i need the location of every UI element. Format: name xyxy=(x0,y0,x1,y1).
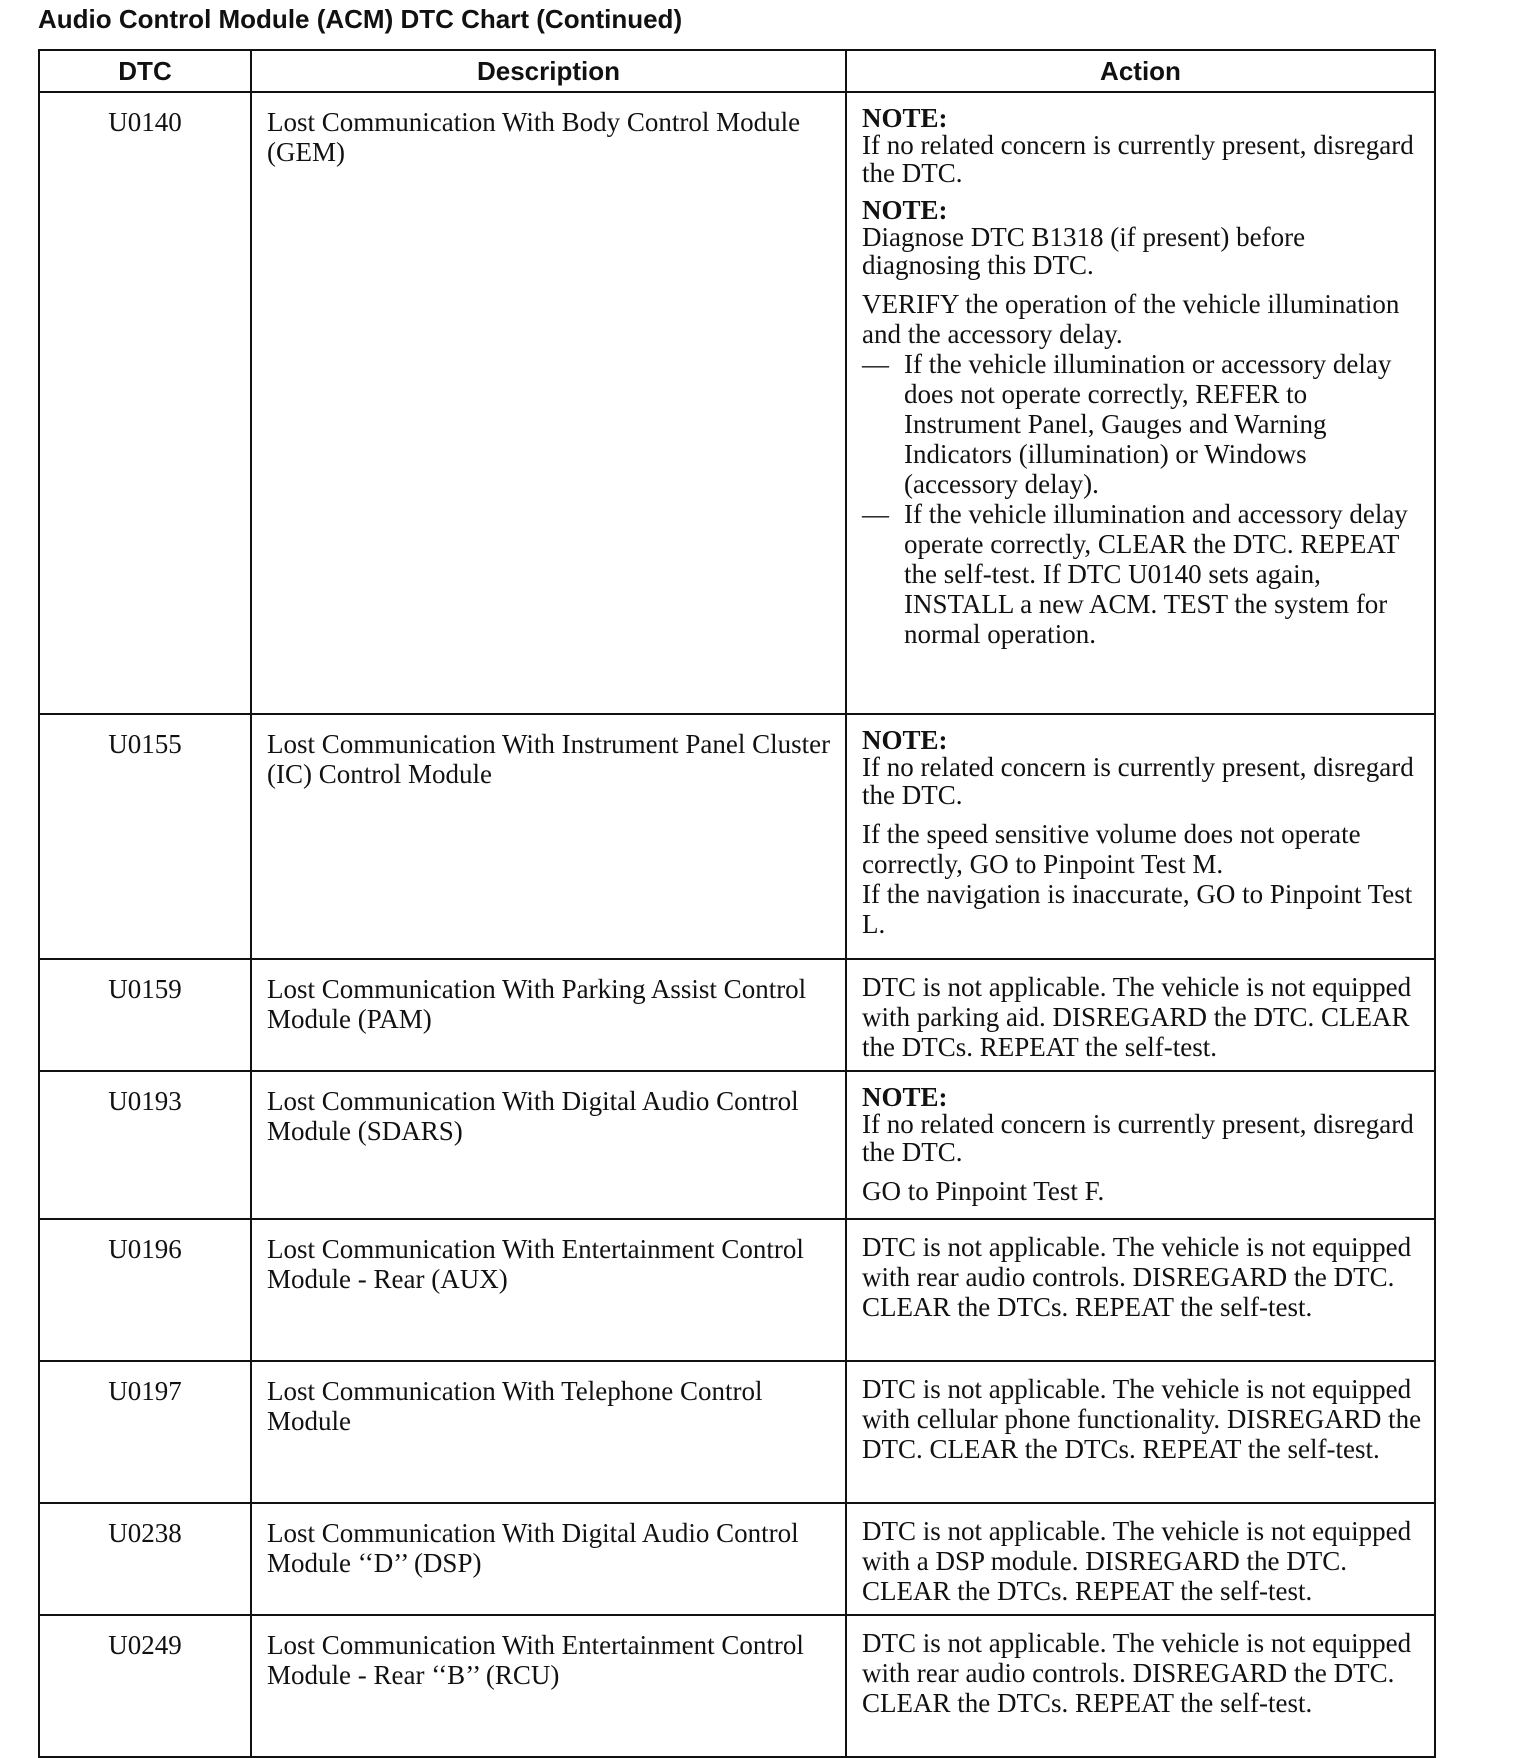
action-text: VERIFY the operation of the vehicle illumination and the accessory delay. — If the vehicle illumination or accessory delay does not operate correctly, REFER to Instrument Panel, Gauges and Warning Indicators (illumination) or Windows (accessory delay). — If the vehicle illumination and accessory delay operate correctly, CLEAR the DTC. REPEAT the self-test. If DTC U0140 sets again, INSTALL a new ACM. TEST the system for normal operation. xyxy=(862,289,1426,649)
table-row xyxy=(39,1219,1435,1361)
dtc-action xyxy=(846,92,1435,714)
dtc-code: U0197 xyxy=(39,1361,251,1503)
note-text: If no related concern is currently present, disregard the DTC. xyxy=(862,130,1414,188)
header-description: Description xyxy=(251,50,846,92)
note-text: If no related concern is currently present, disregard the DTC. xyxy=(862,1109,1414,1167)
dtc-action xyxy=(846,714,1435,959)
table-row xyxy=(39,714,1435,959)
action-text: GO to Pinpoint Test F. xyxy=(862,1176,1105,1206)
header-action: Action xyxy=(846,50,1435,92)
dtc-description: Lost Communication With Telephone Control Module xyxy=(251,1361,846,1503)
note-label: NOTE: xyxy=(862,103,948,133)
dtc-description: Lost Communication With Digital Audio Control Module ‘‘D’’ (DSP) xyxy=(251,1503,846,1615)
header-row xyxy=(39,50,1435,92)
dtc-code: U0193 xyxy=(39,1071,251,1219)
action-text: If the speed sensitive volume does not operate correctly, GO to Pinpoint Test M. If the navigation is inaccurate, GO to Pinpoint Test L. xyxy=(862,819,1413,939)
note-label: NOTE: xyxy=(862,1082,948,1112)
dtc-code: U0238 xyxy=(39,1503,251,1615)
dtc-description: Lost Communication With Entertainment Control Module - Rear (AUX) xyxy=(251,1219,846,1361)
note-label: NOTE: xyxy=(862,725,948,755)
dtc-description: Lost Communication With Body Control Module (GEM) xyxy=(251,92,846,714)
chart-title: Audio Control Module (ACM) DTC Chart (Continued) xyxy=(38,4,683,34)
dtc-code: U0249 xyxy=(39,1615,251,1757)
dtc-code: U0196 xyxy=(39,1219,251,1361)
note-block xyxy=(862,105,1426,187)
dtc-code: U0155 xyxy=(39,714,251,959)
note-block xyxy=(862,727,1426,809)
dtc-table xyxy=(38,49,1436,1758)
table-row xyxy=(39,1361,1435,1503)
dtc-description: Lost Communication With Instrument Panel Cluster (IC) Control Module xyxy=(251,714,846,959)
dtc-description: Lost Communication With Parking Assist Control Module (PAM) xyxy=(251,959,846,1071)
dtc-code: U0159 xyxy=(39,959,251,1071)
note-block xyxy=(862,197,1426,279)
dtc-description: Lost Communication With Digital Audio Control Module (SDARS) xyxy=(251,1071,846,1219)
dtc-action: DTC is not applicable. The vehicle is not equipped with parking aid. DISREGARD the DTC. CLEAR the DTCs. REPEAT the self-test. xyxy=(846,959,1435,1071)
table-row xyxy=(39,1071,1435,1219)
note-label: NOTE: xyxy=(862,195,948,225)
action-step: — If the vehicle illumination or accessory delay does not operate correctly, REFER to Instrument Panel, Gauges and Warning Indicators (illumination) or Windows (accessory delay). xyxy=(862,349,1426,499)
dtc-action: DTC is not applicable. The vehicle is not equipped with cellular phone functionality. DISREGARD the DTC. CLEAR the DTCs. REPEAT the self-test. xyxy=(846,1361,1435,1503)
dtc-action: DTC is not applicable. The vehicle is not equipped with rear audio controls. DISREGARD the DTC. CLEAR the DTCs. REPEAT the self-test. xyxy=(846,1219,1435,1361)
action-step: — If the vehicle illumination and accessory delay operate correctly, CLEAR the DTC. REPEAT the self-test. If DTC U0140 sets again, INSTALL a new ACM. TEST the system for normal operation. xyxy=(862,499,1426,649)
dtc-action: DTC is not applicable. The vehicle is not equipped with a DSP module. DISREGARD the DTC. CLEAR the DTCs. REPEAT the self-test. xyxy=(846,1503,1435,1615)
table-row xyxy=(39,959,1435,1071)
note-text: Diagnose DTC B1318 (if present) before diagnosing this DTC. xyxy=(862,222,1306,280)
dtc-action: DTC is not applicable. The vehicle is not equipped with rear audio controls. DISREGARD the DTC. CLEAR the DTCs. REPEAT the self-test. xyxy=(846,1615,1435,1757)
note-text: If no related concern is currently present, disregard the DTC. xyxy=(862,752,1414,810)
dtc-action xyxy=(846,1071,1435,1219)
header-dtc: DTC xyxy=(39,50,251,92)
dtc-code: U0140 xyxy=(39,92,251,714)
note-block xyxy=(862,1084,1426,1166)
table-row xyxy=(39,1615,1435,1757)
action-steps xyxy=(862,349,1426,649)
dtc-description: Lost Communication With Entertainment Control Module - Rear ‘‘B’’ (RCU) xyxy=(251,1615,846,1757)
table-row xyxy=(39,1503,1435,1615)
table-row xyxy=(39,92,1435,714)
